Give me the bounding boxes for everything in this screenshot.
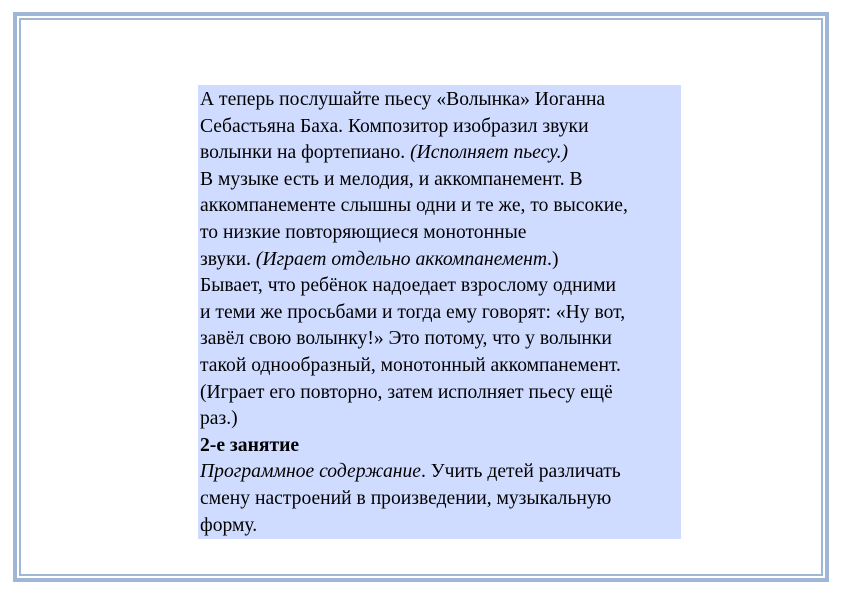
text-line bbox=[200, 406, 680, 433]
text-run: раз.) bbox=[200, 408, 238, 430]
text-run: 2-е занятие bbox=[200, 434, 300, 456]
text-run: форму. bbox=[200, 514, 258, 536]
text-run: А теперь послушайте пьесу «Волынка» Иоганна bbox=[200, 89, 606, 110]
text-run: Программное содержание bbox=[200, 461, 421, 483]
text-line bbox=[200, 486, 680, 513]
text-line bbox=[200, 326, 680, 353]
text-run: аккомпанементе слышны одни и те же, то высокие, bbox=[200, 195, 628, 217]
text-line bbox=[200, 300, 680, 327]
text-line bbox=[200, 433, 680, 460]
text-line bbox=[200, 140, 680, 167]
text-run: (Исполняет пьесу.) bbox=[410, 142, 569, 164]
text-run: В музыке есть и мелодия, и аккомпанемент. В bbox=[200, 168, 583, 190]
text-run: смену настроений в произведении, музыкальную bbox=[200, 487, 612, 509]
text-run: Бывает, что ребёнок надоедает взрослому одними bbox=[200, 275, 616, 297]
text-run: . Учить детей различать bbox=[420, 461, 621, 483]
text-run: (Играет отдельно аккомпанемент bbox=[255, 248, 548, 270]
text-run: звуки. bbox=[200, 248, 256, 270]
text-run: .) bbox=[547, 248, 559, 270]
text-line bbox=[200, 380, 680, 407]
text-run: завёл свою волынку!» Это потому, что у волынки bbox=[200, 328, 612, 350]
text-run: Себастьяна Баха. Композитор изобразил звуки bbox=[200, 115, 589, 137]
text-line bbox=[200, 353, 680, 380]
text-line bbox=[200, 513, 680, 540]
text-run: то низкие повторяющиеся монотонные bbox=[200, 221, 527, 243]
text-line bbox=[200, 193, 680, 220]
text-line bbox=[200, 114, 680, 141]
text-block bbox=[198, 85, 681, 539]
text-run: и теми же просьбами и тогда ему говорят: «Ну вот, bbox=[200, 301, 626, 323]
text-run: (Играет его повторно, затем исполняет пьесу ещё bbox=[200, 381, 613, 403]
text-line bbox=[200, 459, 680, 486]
text-line bbox=[200, 167, 680, 194]
text-line bbox=[200, 273, 680, 300]
text-line bbox=[200, 87, 680, 114]
text-line bbox=[200, 220, 680, 247]
text-line bbox=[200, 247, 680, 274]
text-run: волынки на фортепиано. bbox=[200, 142, 411, 164]
text-run: такой однообразный, монотонный аккомпанемент. bbox=[200, 354, 621, 376]
